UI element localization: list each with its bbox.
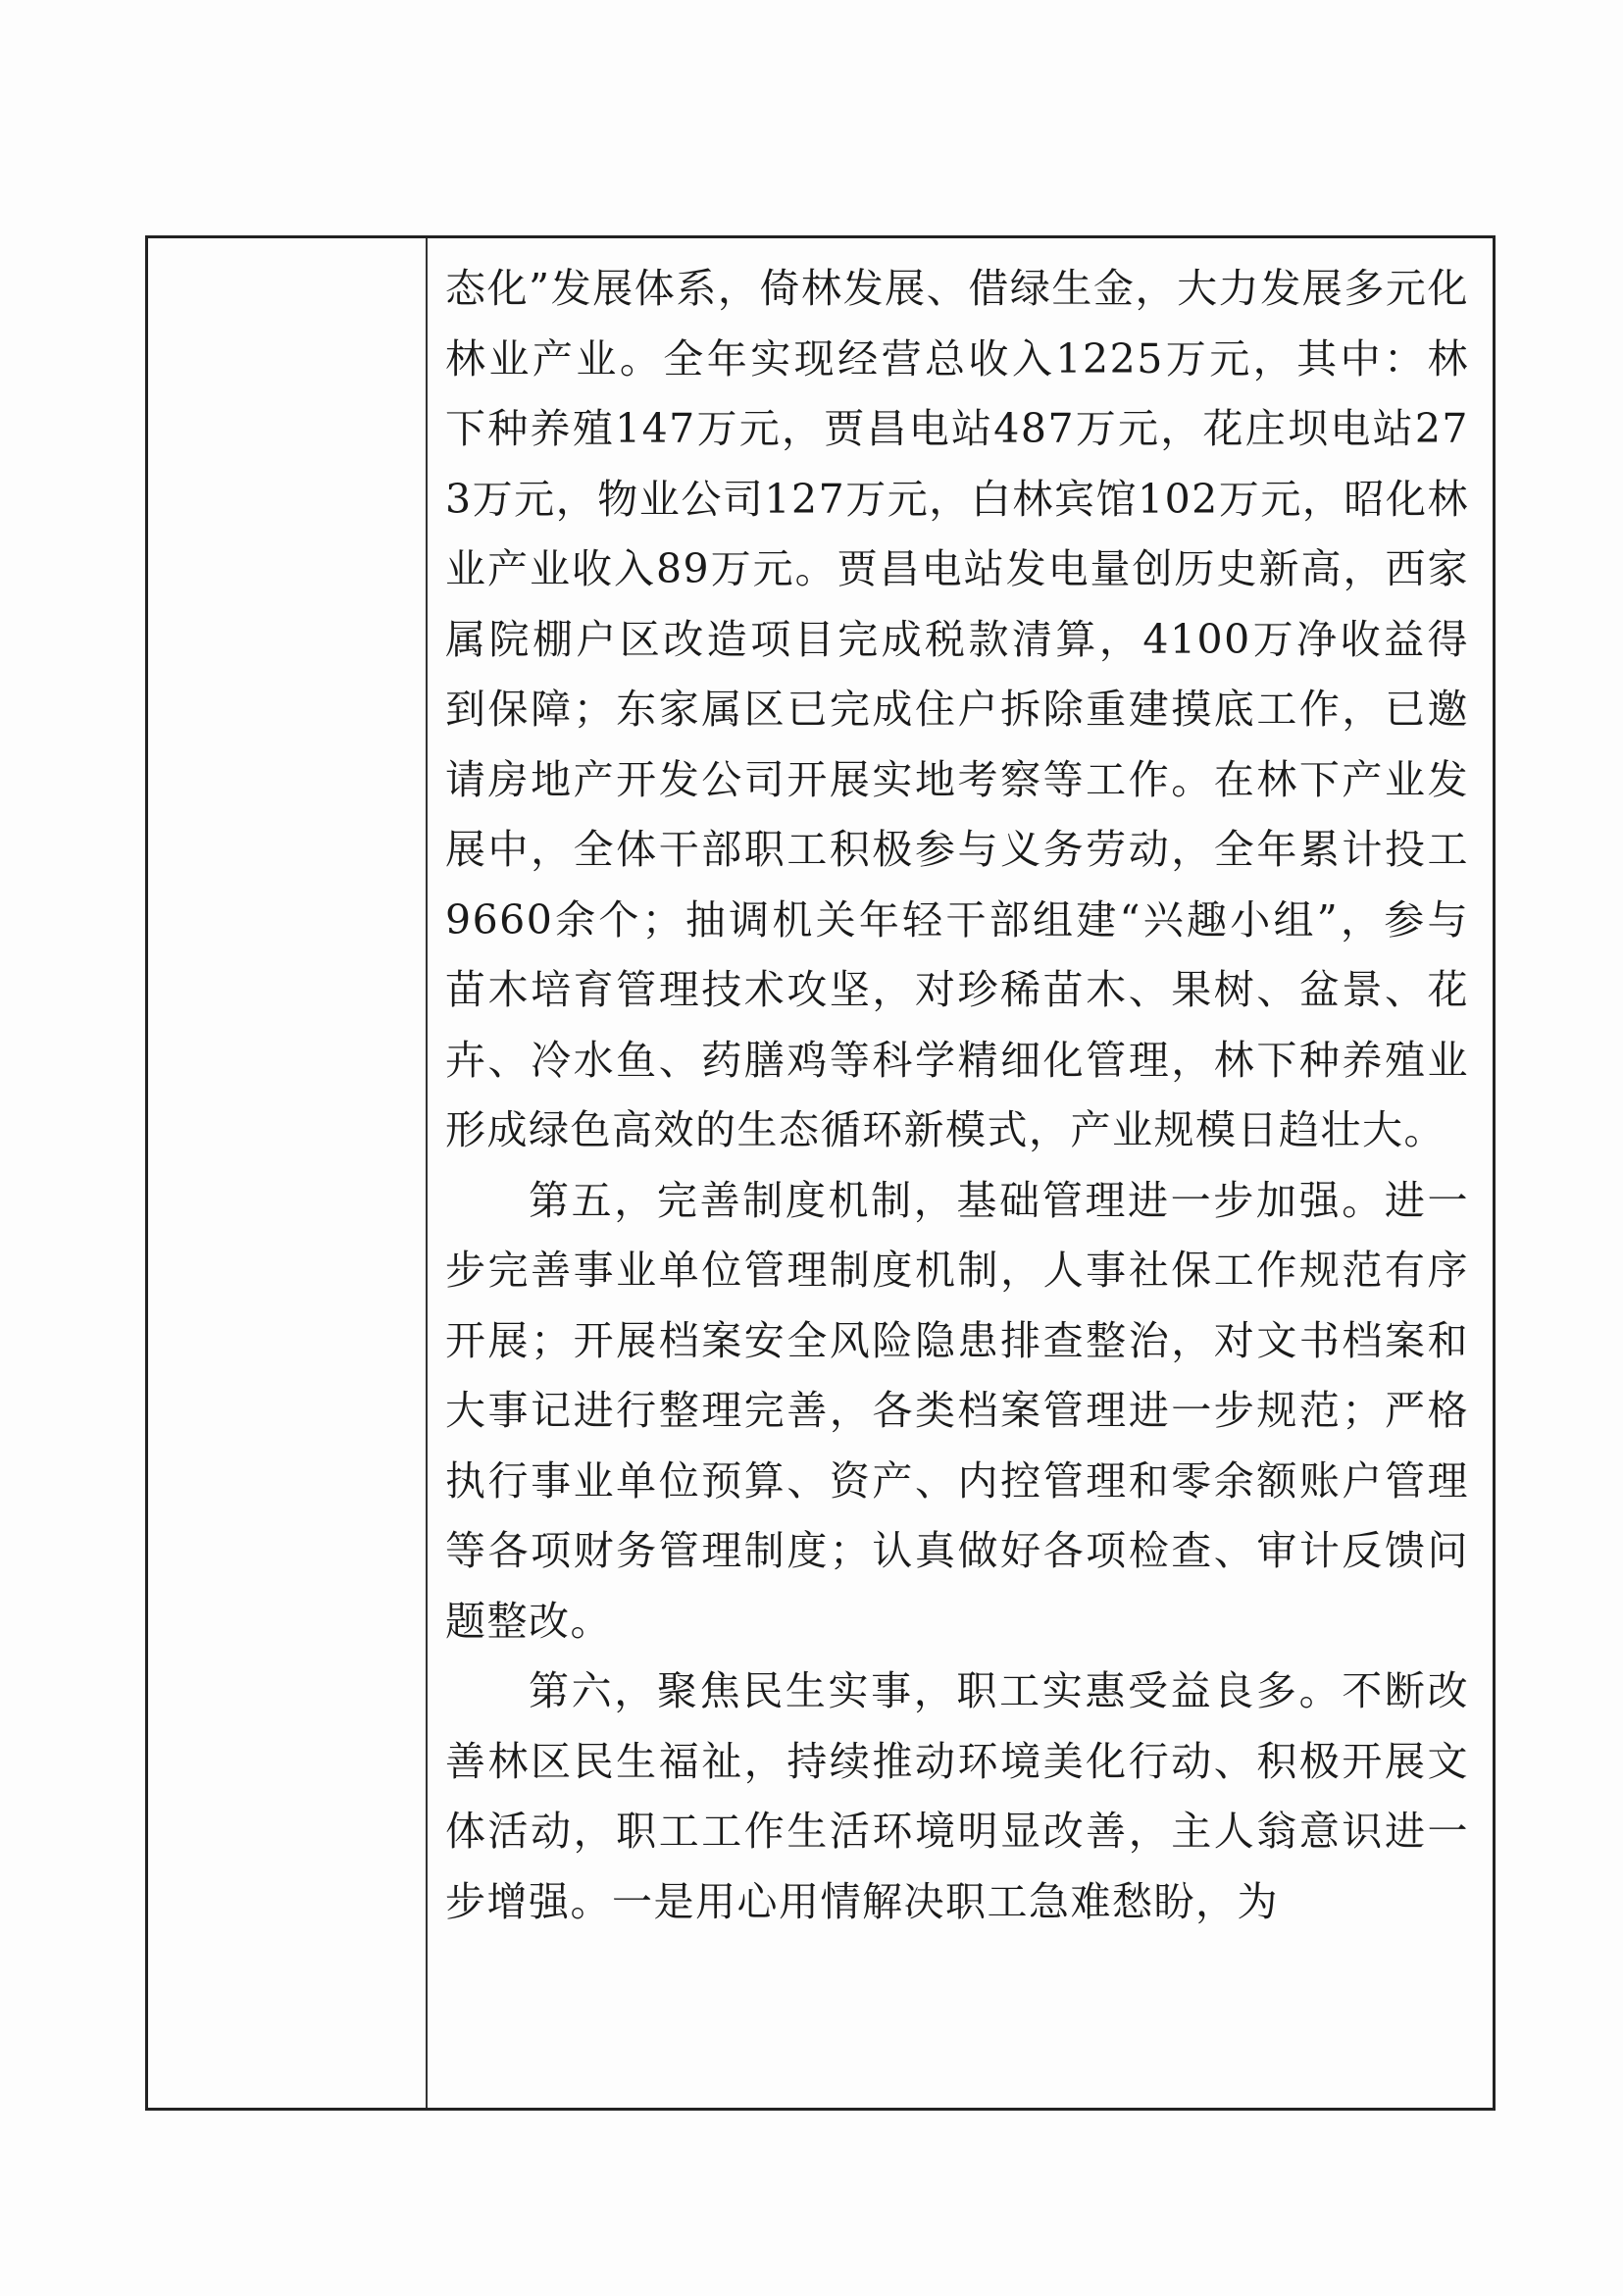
paragraph-fifth-institutional-mechanism: 第五，完善制度机制，基础管理进一步加强。进一步完善事业单位管理制度机制，人事社保工作规范有序开展；开展档案安全风险隐患排查整治，对文书档案和大事记进行整理完善，各类档案管理进一步规范；严格执行事业单位预算、资产、内控管理和零余额账户管理等各项财务管理制度；认真做好各项检查、审计反馈问题整改。	[445, 1176, 1469, 1645]
table-content-cell	[428, 238, 1493, 2108]
paragraph-industry-development: 态化”发展体系，倚林发展、借绿生金，大力发展多元化林业产业。全年实现经营总收入1225万元，其中：林下种养殖147万元，贾昌电站487万元，花庄坝电站273万元，物业公司127万元，白林宾馆102万元，昭化林业产业收入89万元。贾昌电站发电量创历史新高，西家属院棚户区改造项目完成税款清算，4100万净收益得到保障；东家属区已完成住户拆除重建摸底工作，已邀请房地产开发公司开展实地考察等工作。在林下产业发展中，全体干部职工积极参与义务劳动，全年累计投工9660余个；抽调机关年轻干部组建“兴趣小组”，参与苗木培育管理技术攻坚，对珍稀苗木、果树、盆景、花卉、冷水鱼、药膳鸡等科学精细化管理，林下种养殖业形成绿色高效的生态循环新模式，产业规模日趋壮大。	[445, 265, 1469, 1153]
form-table	[145, 235, 1496, 2111]
paragraph-sixth-livelihood: 第六，聚焦民生实事，职工实惠受益良多。不断改善林区民生福祉，持续推动环境美化行动、积极开展文体活动，职工工作生活环境明显改善，主人翁意识进一步增强。一是用心用情解决职工急难愁盼，为	[445, 1667, 1469, 1925]
table-label-cell	[148, 238, 428, 2108]
